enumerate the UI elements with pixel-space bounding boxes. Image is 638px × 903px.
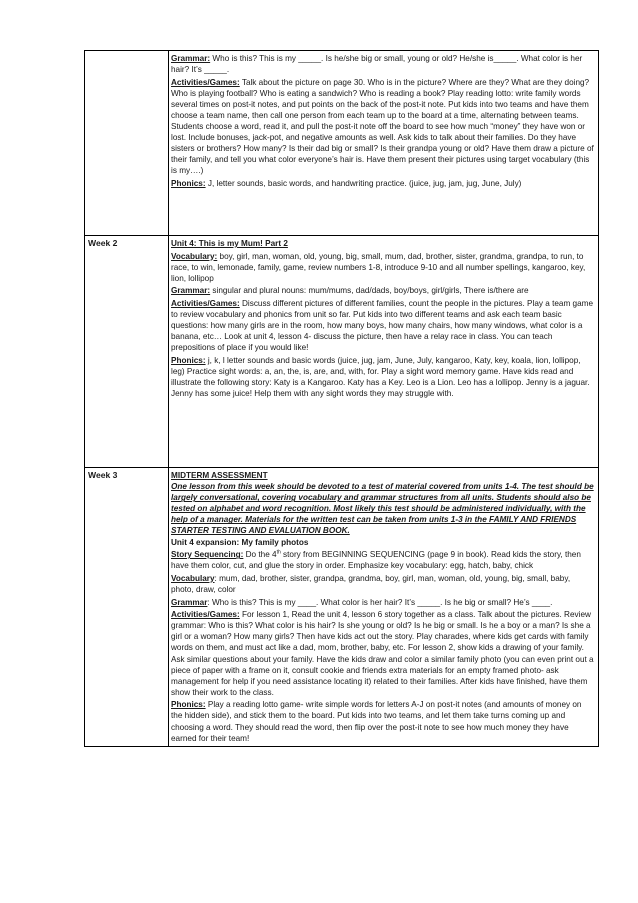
vocabulary-label: Vocabulary bbox=[171, 573, 215, 583]
content-cell bbox=[169, 51, 599, 236]
grammar-text: Who is this? This is my _____. Is he/she big or small, young or old? He/she is_____. What color is her hair? It’s _____. bbox=[171, 54, 583, 75]
grammar-label: Grammar: bbox=[171, 286, 211, 296]
expansion-title: Unit 4 expansion: My family photos bbox=[171, 537, 309, 547]
activities-paragraph bbox=[171, 77, 595, 177]
activities-paragraph bbox=[171, 298, 595, 353]
story-sequencing-paragraph bbox=[171, 549, 595, 571]
unit-title: Unit 4: This is my Mum! Part 2 bbox=[171, 239, 288, 248]
story-sequencing-text-after: story from BEGINNING SEQUENCING (page 9 in book). Read kids the story, then have them color, cut, and glue the story in order. Emphasize key vocabulary: egg, hatch, baby, chick bbox=[171, 550, 581, 571]
phonics-text: J, letter sounds, basic words, and handwriting practice. (juice, jug, jam, jug, June, July) bbox=[205, 179, 522, 189]
phonics-paragraph bbox=[171, 355, 595, 399]
lesson-plan-table bbox=[84, 50, 599, 747]
assessment-text: One lesson from this week should be devoted to a test of material covered from units 1-4. The test should be largely conversational, covering vocabulary and grammar structures from all units. Students should also be tested on alphabet and word recognition. Most likely this test should be administered individually, with the help of a manager. Materials for the written test can be taken from units 1-3 in the FAMILY AND FRIENDS STARTER TESTING AND EVALUATION BOOK. bbox=[171, 482, 594, 536]
grammar-paragraph bbox=[171, 53, 595, 75]
activities-label: Activities/Games: bbox=[171, 610, 240, 620]
phonics-text: j, k, l letter sounds and basic words (juice, jug, jam, June, July, kangaroo, Katy, key, koala, lion, lollipop, leg) Practice sight words: a, an, the, is, are, and, with, for. Play a sight word memory game. Have kids read and illustrate the following story: Katy is a Kangaroo. Katy has a Key. Leo is a Lion. Leo has a lollipop. Jenny is a jaguar. Jenny has some juice! Help them with any sight words they may struggle with. bbox=[171, 355, 590, 399]
assessment-title: MIDTERM ASSESSMENT bbox=[171, 471, 268, 480]
story-sequencing-label: Story Sequencing: bbox=[171, 550, 244, 560]
story-sequencing-text-before: Do the 4 bbox=[243, 550, 277, 560]
activities-text: Discuss different pictures of different families, count the people in the pictures. Play a team game to review vocabulary and phonics from unit so far. Put kids into two different teams and ask each team basic questions: how many girls are in the room, how many boys, how many chairs, how many windows, what color is a banana, etc… Look at unit 4, lesson 4- discuss the picture, then have a relay race in class. You can teach prepositions of place if you would like! bbox=[171, 298, 594, 353]
grammar-label: Grammar bbox=[171, 597, 208, 607]
phonics-label: Phonics: bbox=[171, 179, 206, 189]
phonics-paragraph bbox=[171, 699, 595, 743]
table-row bbox=[85, 236, 599, 468]
week-cell bbox=[85, 51, 169, 236]
grammar-paragraph bbox=[171, 285, 595, 296]
grammar-paragraph bbox=[171, 597, 595, 608]
activities-label: Activities/Games: bbox=[171, 298, 240, 308]
week-cell: Week 2 bbox=[85, 236, 169, 468]
table-row bbox=[85, 468, 599, 747]
vocabulary-paragraph bbox=[171, 573, 595, 595]
activities-text: For lesson 1, Read the unit 4, lesson 6 story together as a class. Talk about the pictures. Review grammar: Who is this? What color is his hair? Is she young or old? Is he big or small. Is he a boy or a man? Is she a girl or a woman? How many girls? Then have kids act out the story. Play charades, where kids get cards with family words on them, and must act like a dad, mom, brother, baby, etc. For lesson 2, show kids a drawing of your family. Ask similar questions about your family. Have the kids draw and color a similar family photo (you can even print out a piece of paper with a frame on it, consult cookie and friends extra materials for an empty framed photo- ask management for help if you need assistance locating it) related to their families. After kids have finished, have them show their work to the class. bbox=[171, 610, 594, 697]
content-cell bbox=[169, 468, 599, 747]
phonics-label: Phonics: bbox=[171, 355, 206, 365]
content-cell bbox=[169, 236, 599, 468]
grammar-text: : Who is this? This is my ____. What color is her hair? It’s _____. Is he big or small? He’s ____. bbox=[207, 597, 553, 607]
grammar-label: Grammar: bbox=[171, 54, 211, 63]
phonics-label: Phonics: bbox=[171, 700, 206, 710]
activities-label: Activities/Games: bbox=[171, 77, 240, 87]
activities-text: Talk about the picture on page 30. Who is in the picture? Where are they? What are they doing? Who is playing football? Who is eating a sandwich? Who is reading a book? Play reading lotto: write family words several times on post-it notes, and put points on the back of the post-it note. Put kids into two teams and have them choose a team name, then call one person from each team up to the board at a time, alternating between teams. Students choose a word, read it, and pull the post-it note off the board to see how much “money” they have won or lost. Include bonuses, jack-pot, and negative amounts as well. Ask kids to talk about their families. Do they have sisters or brothers? How many? Is their dad big or small? Is their grandpa young or old? Have them draw a picture of their family, and tell you what color everyone’s hair is. Have them present their pictures using target vocabulary (this is my….) bbox=[171, 77, 594, 176]
grammar-text: singular and plural nouns: mum/mums, dad/dads, boy/boys, girl/girls, There is/there are bbox=[210, 286, 529, 296]
table-row bbox=[85, 51, 599, 236]
vocabulary-text: : mum, dad, brother, sister, grandpa, grandma, boy, girl, man, woman, old, young, big, small, baby, photo, draw, color bbox=[171, 573, 571, 594]
vocabulary-text: boy, girl, man, woman, old, young, big, small, mum, dad, brother, sister, grandma, grandpa, to run, to race, to win, lemonade, family, game, review numbers 1-8, introduce 9-10 and all number spellings, kangaroo, key, lion, lollipop bbox=[171, 251, 586, 283]
vocabulary-label: Vocabulary: bbox=[171, 251, 218, 261]
week-cell: Week 3 bbox=[85, 468, 169, 747]
phonics-paragraph bbox=[171, 178, 595, 189]
ordinal-suffix: th bbox=[276, 549, 281, 556]
phonics-text: Play a reading lotto game- write simple words for letters A-J on post-it notes (and amounts of money on the hidden side), and stick them to the board. Put kids into two teams, and let them take turns coming up and choosing a word. They should read the word, then flip over the post-it note to see how much money they have earned for their team! bbox=[171, 700, 582, 743]
vocabulary-paragraph bbox=[171, 251, 595, 284]
activities-paragraph bbox=[171, 609, 595, 698]
